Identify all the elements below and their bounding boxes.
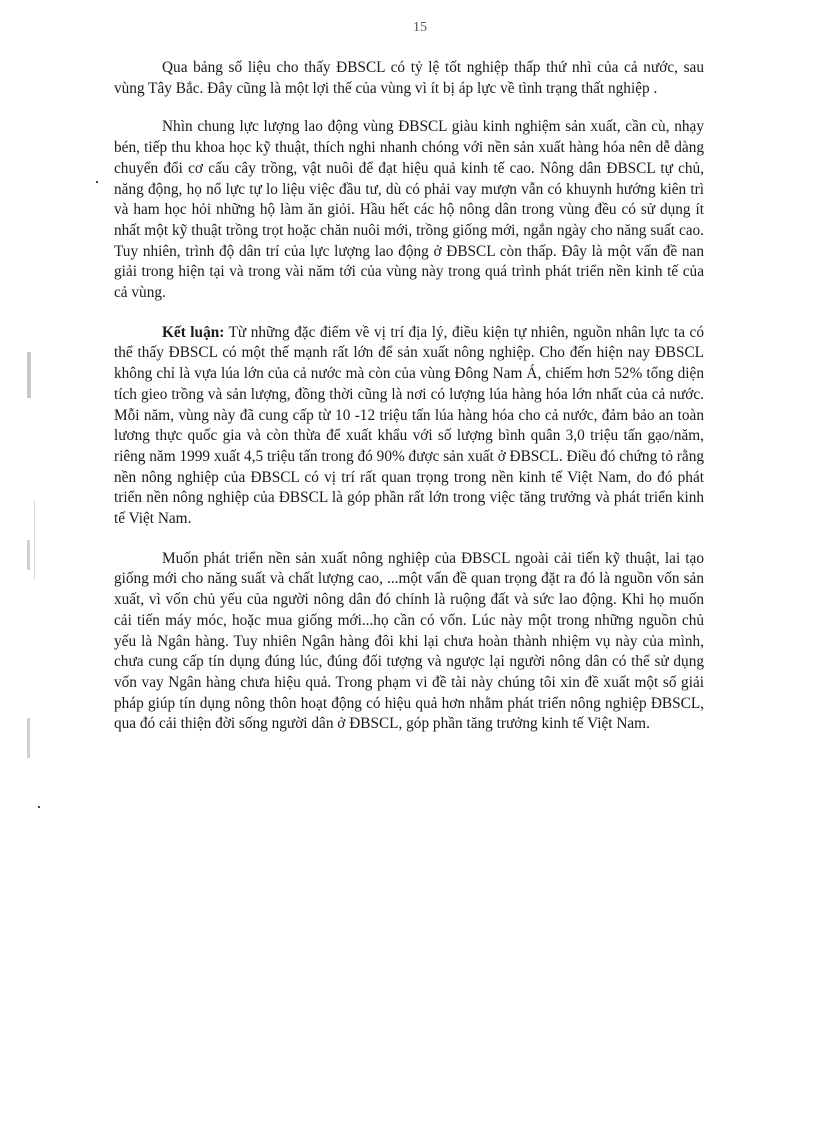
document-body (114, 58, 704, 754)
scan-artifact (27, 718, 30, 758)
paragraph-text: Qua bảng số liệu cho thấy ĐBSCL có tỷ lệ tốt nghiệp thấp thứ nhì của cả nước, sau vùng Tây Bắc. Đây cũng là một lợi thế của vùng vì ít bị áp lực về tình trạng thất nghiệp . (114, 59, 704, 97)
paragraph-labor-force (114, 117, 704, 303)
paragraph-text: Từ những đặc điểm về vị trí địa lý, điều kiện tự nhiên, nguồn nhân lực ta có thể thấy ĐBSCL có một thế mạnh rất lớn để sản xuất nông nghiệp. Cho đến hiện nay ĐBSCL không chỉ là vựa lúa lớn của cả nước mà còn của vùng Đông Nam Á, chiếm hơn 52% tổng diện tích gieo trồng và sản lượng, đồng thời cũng là nơi có lượng lúa hàng hóa lớn nhất của cả nước. Mỗi năm, vùng này đã cung cấp từ 10 -12 triệu tấn lúa hàng hóa cho cả nước, đảm bảo an toàn lương thực quốc gia và còn thừa để xuất khẩu với số lượng bình quân 3,0 triệu tấn gạo/năm, riêng năm 1999 xuất 4,5 triệu tấn trong đó 90% được sản xuất ở ĐBSCL. Điều đó chứng tỏ rằng nền nông nghiệp của ĐBSCL có vị trí rất quan trọng trong nền kinh tế Việt Nam, do đó phát triển nền nông nghiệp của ĐBSCL là góp phần rất lớn trong việc tăng trưởng và phát triển kinh tế Việt Nam. (114, 323, 704, 528)
paragraph-capital-needs (114, 549, 704, 735)
scan-speck (96, 181, 98, 183)
scan-artifact (34, 500, 35, 580)
scan-artifact (27, 540, 30, 570)
paragraph-conclusion (114, 323, 704, 530)
scan-artifact (27, 352, 31, 398)
scan-speck (38, 806, 40, 808)
paragraph-graduation-rate (114, 58, 704, 99)
paragraph-text: Nhìn chung lực lượng lao động vùng ĐBSCL giàu kinh nghiệm sản xuất, cần cù, nhạy bén, tiếp thu khoa học kỹ thuật, thích nghi nhanh chóng với nền sản xuất hàng hóa nên dễ dàng chuyển đổi cơ cấu cây trồng, vật nuôi để đạt hiệu quả kinh tế cao. Nông dân ĐBSCL tự chủ, năng động, họ nổ lực tự lo liệu việc đầu tư, dù có phải vay mượn vẫn có khuynh hướng kiên trì và ham học hỏi những hộ làm ăn giỏi. Hầu hết các hộ nông dân trong vùng đều có sử dụng ít nhất một kỹ thuật trồng trọt hoặc chăn nuôi mới, trồng giống mới, ngắn ngày cho năng suất cao. Tuy nhiên, trình độ dân trí của lực lượng lao động ở ĐBSCL còn thấp. Đây là một vấn đề nan giải trong hiện tại và trong vài năm tới của vùng này trong quá trình phát triển nền kinh tế của cả vùng. (114, 118, 704, 302)
paragraph-text: Muốn phát triển nền sản xuất nông nghiệp của ĐBSCL ngoài cải tiến kỹ thuật, lai tạo giống mới cho năng suất và chất lượng cao, ...một vấn đề quan trọng đặt ra đó là nguồn vốn sản xuất, vì vốn chủ yếu của người nông dân đó chính là ruộng đất và sức lao động. Khi họ muốn cải tiến máy móc, hoặc mua giống mới...họ cần có vốn. Lúc này một trong những nguồn chủ yếu là Ngân hàng. Tuy nhiên Ngân hàng đôi khi lại chưa hoàn thành nhiệm vụ này của mình, chưa cung cấp tín dụng đúng lúc, đúng đối tượng và ngược lại người nông dân có thể sử dụng vốn vay Ngân hàng chưa hiệu quả. Trong phạm vi đề tài này chúng tôi xin đề xuất một số giải pháp giúp tín dụng nông thôn hoạt động có hiệu quả hơn nhằm phát triển nông nghiệp ĐBSCL, qua đó cải thiện đời sống người dân ở ĐBSCL, góp phần tăng trưởng kinh tế Việt Nam. (114, 549, 704, 733)
conclusion-heading: Kết luận: (162, 323, 225, 341)
page-number: 15 (413, 22, 427, 32)
